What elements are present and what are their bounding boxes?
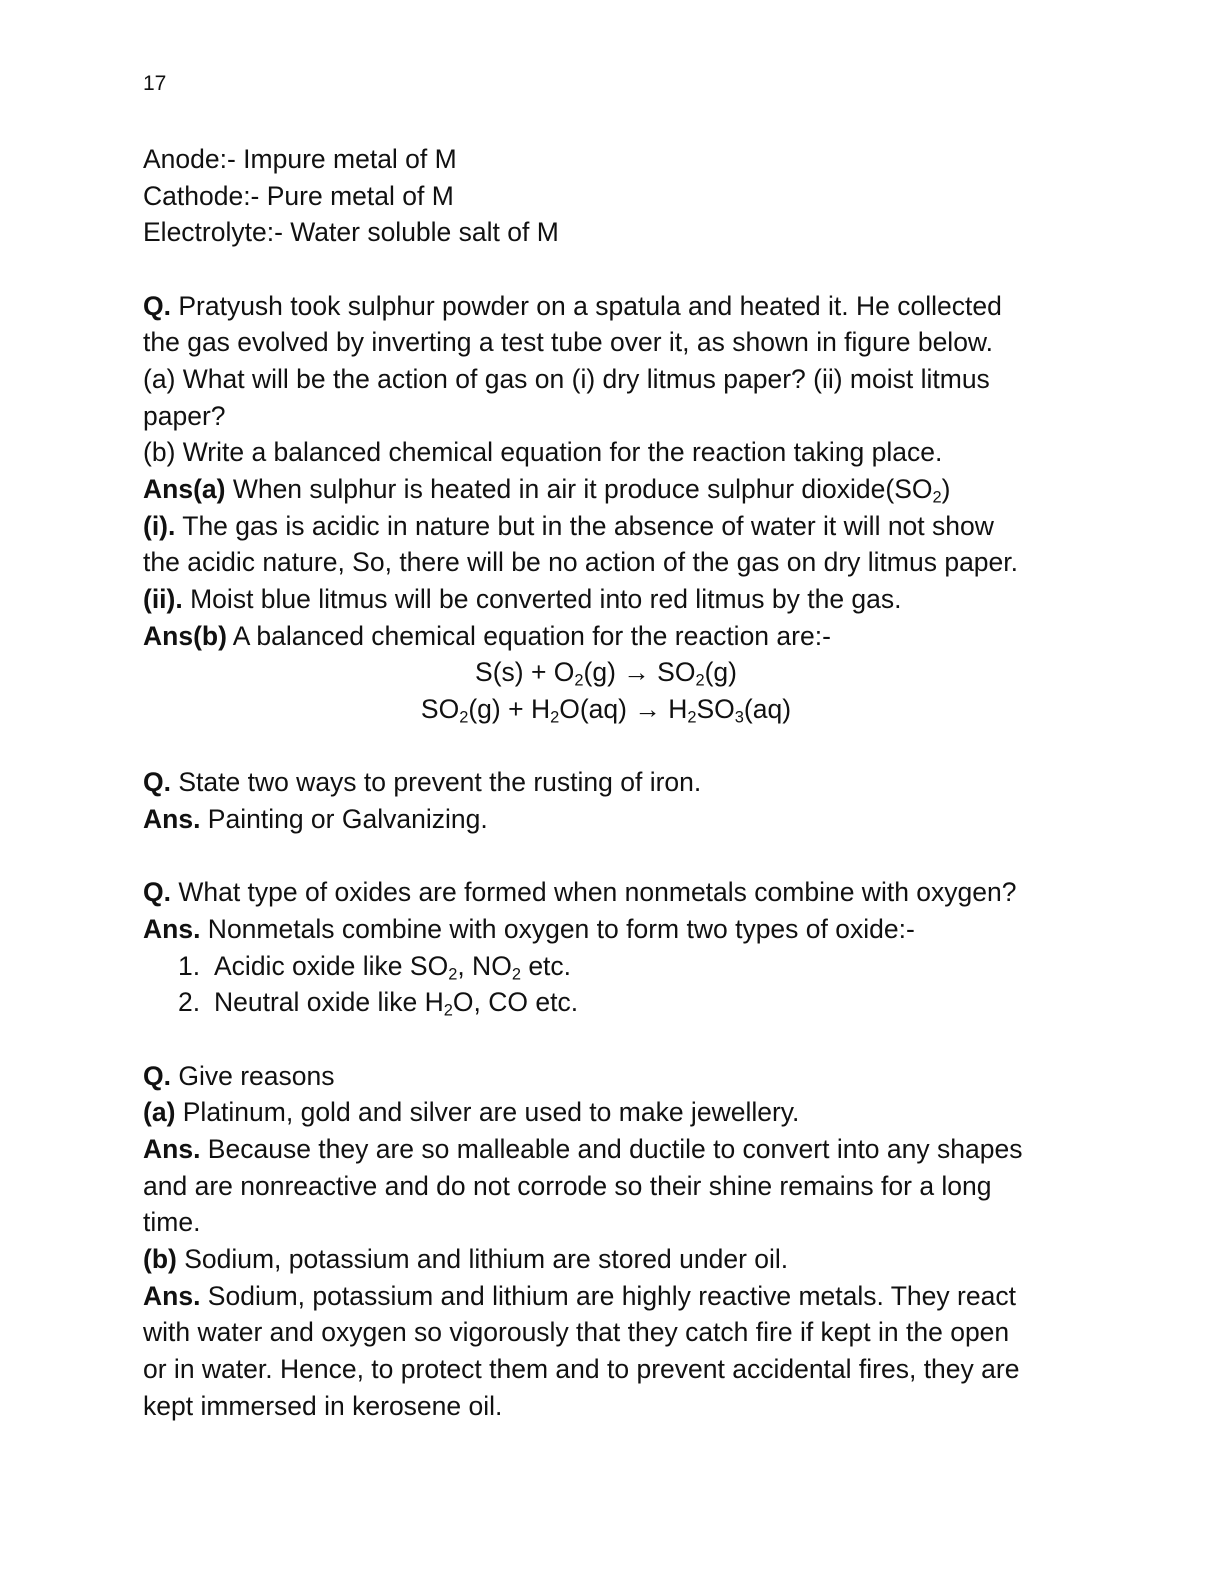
q4-answer-a-cont: and are nonreactive and do not corrode so their shine remains for a long: [143, 1171, 992, 1201]
q1-answer-i-cont: the acidic nature, So, there will be no action of the gas on dry litmus paper.: [143, 547, 1019, 577]
anode-line: Anode:- Impure metal of M: [143, 144, 457, 174]
subscript: 3: [734, 708, 744, 727]
eq-text: (g): [704, 657, 737, 687]
ans-label: Ans(b): [143, 621, 227, 651]
q4-question: [143, 1061, 334, 1091]
q1-question-line: (b) Write a balanced chemical equation for the reaction taking place.: [143, 437, 943, 467]
eq-text: (g) → SO: [583, 657, 696, 687]
item-text: etc.: [520, 951, 572, 981]
eq-text: O(aq) → H: [559, 694, 688, 724]
eq-text: S(s) + O: [475, 657, 575, 687]
equation-1: [0, 657, 1218, 690]
subscript: 2: [687, 708, 697, 727]
subscript: 2: [511, 965, 521, 984]
list-item: [178, 951, 572, 984]
ans-label: Ans.: [143, 1281, 201, 1311]
eq-text: SO: [696, 694, 735, 724]
electrolyte-line: Electrolyte:- Water soluble salt of M: [143, 217, 559, 247]
q1-question-line: the gas evolved by inverting a test tube over it, as shown in figure below.: [143, 327, 993, 357]
ans-text: Painting or Galvanizing.: [200, 804, 488, 834]
ans-text: A balanced chemical equation for the reaction are:-: [226, 621, 831, 651]
q3-question: [143, 877, 1017, 907]
eq-text: SO: [420, 694, 460, 724]
eq-text: (aq): [743, 694, 792, 724]
item-text: , NO: [457, 951, 512, 981]
q1-question-line: [143, 291, 1002, 321]
q3-answer: [143, 914, 915, 944]
ans-label: Ans.: [143, 914, 201, 944]
q-label: Q.: [143, 1061, 171, 1091]
q1-answer-ii: [143, 584, 902, 614]
item-text: O, CO etc.: [452, 987, 579, 1017]
q4-answer-b-cont: kept immersed in kerosene oil.: [143, 1391, 503, 1421]
ans-label: (i).: [143, 511, 176, 541]
list-number: 1.: [178, 951, 201, 981]
subscript: 2: [574, 671, 584, 690]
part-text: Platinum, gold and silver are used to make jewellery.: [175, 1097, 800, 1127]
ans-text: When sulphur is heated in air it produce sulphur dioxide(SO: [225, 474, 933, 504]
ans-text: Nonmetals combine with oxygen to form two types of oxide:-: [200, 914, 915, 944]
list-item: [178, 987, 579, 1020]
q-label: Q.: [143, 767, 171, 797]
ans-label: Ans.: [143, 804, 201, 834]
q4-part-a: [143, 1097, 799, 1127]
q-text: Give reasons: [170, 1061, 335, 1091]
ans-text: Because they are so malleable and ductile to convert into any shapes: [200, 1134, 1023, 1164]
q4-answer-b: [143, 1281, 1016, 1311]
q4-answer-a: [143, 1134, 1022, 1164]
part-text: Sodium, potassium and lithium are stored under oil.: [176, 1244, 789, 1274]
q2-answer: [143, 804, 488, 834]
subscript: 2: [695, 671, 705, 690]
q-text: State two ways to prevent the rusting of iron.: [170, 767, 702, 797]
q2-question: [143, 767, 701, 797]
ans-text: The gas is acidic in nature but in the absence of water it will not show: [175, 511, 994, 541]
item-text: Acidic oxide like SO: [214, 951, 449, 981]
q-text: What type of oxides are formed when nonmetals combine with oxygen?: [170, 877, 1017, 907]
q1-question-line: (a) What will be the action of gas on (i) dry litmus paper? (ii) moist litmus: [143, 364, 990, 394]
ans-label: Ans(a): [143, 474, 226, 504]
q4-answer-a-cont: time.: [143, 1207, 201, 1237]
list-number: 2.: [178, 987, 201, 1017]
q-label: Q.: [143, 877, 171, 907]
ans-text: Moist blue litmus will be converted into red litmus by the gas.: [182, 584, 902, 614]
q1-text: Pratyush took sulphur powder on a spatula and heated it. He collected: [170, 291, 1002, 321]
ans-label: (ii).: [143, 584, 183, 614]
subscript: 2: [443, 1001, 453, 1020]
q4-answer-b-cont: or in water. Hence, to protect them and to prevent accidental fires, they are: [143, 1354, 1020, 1384]
cathode-line: Cathode:- Pure metal of M: [143, 181, 454, 211]
part-label: (b): [143, 1244, 177, 1274]
part-label: (a): [143, 1097, 176, 1127]
subscript: 2: [448, 965, 458, 984]
page-number: 17: [143, 72, 167, 95]
subscript: 2: [932, 488, 942, 507]
q1-answer-b: [143, 621, 831, 651]
subscript: 2: [459, 708, 469, 727]
subscript: 2: [550, 708, 560, 727]
equation-2: [0, 694, 1218, 727]
q1-question-line: paper?: [143, 401, 226, 431]
ans-text: ): [941, 474, 951, 504]
eq-text: (g) + H: [468, 694, 551, 724]
ans-text: Sodium, potassium and lithium are highly reactive metals. They react: [200, 1281, 1016, 1311]
q4-part-b: [143, 1244, 788, 1274]
ans-label: Ans.: [143, 1134, 201, 1164]
item-text: Neutral oxide like H: [214, 987, 444, 1017]
q1-answer-i: [143, 511, 994, 541]
q-label: Q.: [143, 291, 171, 321]
q1-answer-a: [143, 474, 951, 507]
q4-answer-b-cont: with water and oxygen so vigorously that they catch fire if kept in the open: [143, 1317, 1010, 1347]
